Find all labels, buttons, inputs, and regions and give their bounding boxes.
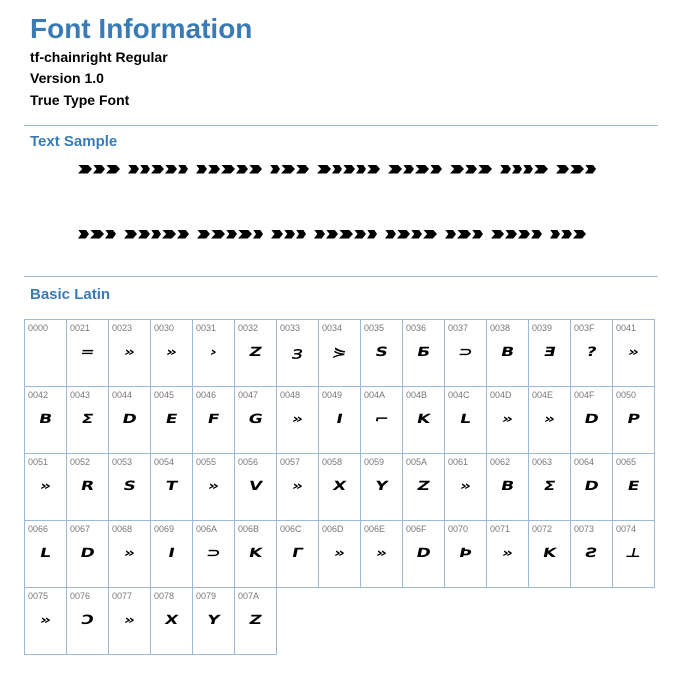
glyph-cell <box>570 453 613 521</box>
sample-glyph <box>385 230 396 239</box>
glyph-cell <box>66 319 109 387</box>
sample-glyph <box>284 230 295 239</box>
glyph-code: 0035 <box>364 323 385 333</box>
glyph-cell <box>66 386 109 454</box>
page-title: Font Information <box>30 13 253 44</box>
glyph-cell <box>360 319 403 387</box>
glyph-preview: K <box>415 411 432 427</box>
glyph-code: 0059 <box>364 457 385 467</box>
sample-glyph <box>512 165 522 174</box>
sample-glyph <box>151 230 161 239</box>
glyph-preview: S <box>121 478 138 494</box>
glyph-preview: P <box>625 411 642 427</box>
glyph-preview: E <box>626 478 641 494</box>
sample-glyph <box>263 165 269 174</box>
sample-glyph <box>430 165 442 174</box>
glyph-code: 006F <box>406 524 427 534</box>
glyph-cell <box>444 453 487 521</box>
sample-glyph <box>550 230 560 239</box>
glyph-cell <box>486 520 529 588</box>
text-sample-lowercase <box>78 225 658 243</box>
glyph-preview: Z <box>247 612 264 628</box>
sample-glyph <box>491 230 504 239</box>
glyph-code: 005A <box>406 457 428 467</box>
glyph-code: 0069 <box>154 524 175 534</box>
glyph-preview: E <box>164 411 179 427</box>
glyph-cell <box>234 453 277 521</box>
sample-glyph <box>423 230 437 239</box>
glyph-preview: S <box>373 344 390 360</box>
glyph-code: 0032 <box>238 323 259 333</box>
glyph-preview: K <box>247 545 264 561</box>
glyph-preview: D <box>582 411 601 427</box>
glyph-grid <box>24 319 654 654</box>
glyph-code: 0079 <box>196 591 217 601</box>
glyph-code: 0045 <box>154 390 175 400</box>
glyph-code: 0047 <box>238 390 259 400</box>
glyph-preview: Y <box>205 612 222 628</box>
glyph-preview: B <box>499 478 516 494</box>
sample-glyph <box>505 230 517 239</box>
sample-glyph <box>105 230 116 239</box>
glyph-cell <box>150 453 193 521</box>
glyph-preview: Þ <box>457 545 474 561</box>
glyph-preview: » <box>542 411 557 427</box>
sample-glyph <box>478 165 492 174</box>
glyph-preview: Σ <box>80 411 95 427</box>
glyph-cell <box>150 587 193 655</box>
sample-glyph <box>573 230 586 239</box>
glyph-code: 0056 <box>238 457 259 467</box>
sample-glyph <box>238 230 252 239</box>
sample-glyph <box>271 230 283 239</box>
sample-glyph <box>121 165 127 174</box>
glyph-code: 0062 <box>490 457 511 467</box>
glyph-code: 004A <box>364 390 386 400</box>
glyph-preview: ? <box>584 344 599 360</box>
glyph-cell <box>402 319 445 387</box>
glyph-cell <box>276 386 319 454</box>
glyph-code: 0021 <box>70 323 91 333</box>
font-name: tf-chainright Regular <box>30 49 168 65</box>
glyph-code: 006E <box>364 524 386 534</box>
glyph-cell <box>318 453 361 521</box>
basic-latin-heading: Basic Latin <box>30 286 111 303</box>
glyph-preview: » <box>500 411 515 427</box>
glyph-preview: » <box>374 545 389 561</box>
glyph-code: 0000 <box>28 323 49 333</box>
glyph-preview: X <box>331 478 348 494</box>
font-version: Version 1.0 <box>30 70 104 86</box>
glyph-preview: » <box>38 612 53 628</box>
sample-glyph <box>381 165 387 174</box>
sample-glyph <box>211 230 225 239</box>
sample-glyph <box>106 165 120 174</box>
glyph-code: 0041 <box>616 323 637 333</box>
glyph-preview: » <box>122 344 137 360</box>
sample-glyph <box>138 230 150 239</box>
glyph-preview: X <box>163 612 180 628</box>
glyph-cell <box>360 520 403 588</box>
glyph-preview: Ɔ <box>79 612 96 628</box>
glyph-preview: K <box>541 545 558 561</box>
glyph-preview: Γ <box>290 545 305 561</box>
sample-glyph <box>190 230 196 239</box>
glyph-code: 0076 <box>70 591 91 601</box>
glyph-preview: » <box>164 344 179 360</box>
glyph-cell <box>360 386 403 454</box>
glyph-cell <box>402 386 445 454</box>
sample-glyph <box>367 230 377 239</box>
sample-glyph <box>151 165 164 174</box>
sample-glyph <box>208 165 220 174</box>
glyph-cell <box>612 386 655 454</box>
glyph-preview: I <box>334 411 345 427</box>
glyph-cell <box>444 520 487 588</box>
glyph-preview: I <box>166 545 177 561</box>
glyph-code: 0034 <box>322 323 343 333</box>
glyph-cell <box>108 319 151 387</box>
glyph-code: 006A <box>196 524 218 534</box>
glyph-preview: Σ <box>542 478 557 494</box>
glyph-preview: ⋟ <box>330 344 349 360</box>
glyph-preview: Y <box>373 478 390 494</box>
sample-glyph <box>124 230 137 239</box>
sample-glyph <box>332 165 342 174</box>
sample-glyph <box>585 165 596 174</box>
glyph-cell <box>234 587 277 655</box>
glyph-preview: Ƃ <box>415 344 432 360</box>
text-sample-uppercase <box>78 160 658 178</box>
glyph-preview: » <box>626 344 641 360</box>
glyph-cell <box>528 386 571 454</box>
glyph-code: 0039 <box>532 323 553 333</box>
sample-glyph <box>296 230 306 239</box>
glyph-cell <box>486 319 529 387</box>
glyph-preview: T <box>164 478 179 494</box>
glyph-cell <box>24 386 67 454</box>
sample-glyph <box>314 230 325 239</box>
glyph-cell <box>66 520 109 588</box>
glyph-preview: Z <box>415 478 432 494</box>
sample-glyph <box>493 165 499 174</box>
glyph-cell <box>150 319 193 387</box>
sample-glyph <box>457 230 471 239</box>
sample-glyph <box>403 165 414 174</box>
sample-glyph <box>296 165 309 174</box>
glyph-cell <box>150 520 193 588</box>
glyph-code: 0071 <box>490 524 511 534</box>
glyph-preview: D <box>120 411 139 427</box>
glyph-cell <box>192 319 235 387</box>
glyph-cell <box>360 453 403 521</box>
sample-glyph <box>570 165 584 174</box>
glyph-cell <box>402 520 445 588</box>
sample-glyph <box>549 165 555 174</box>
glyph-code: 0037 <box>448 323 469 333</box>
sample-glyph <box>556 165 569 174</box>
sample-glyph <box>197 230 210 239</box>
glyph-cell <box>192 587 235 655</box>
sample-glyph <box>465 165 477 174</box>
glyph-preview: » <box>290 478 305 494</box>
sample-glyph <box>189 165 195 174</box>
glyph-cell <box>318 520 361 588</box>
glyph-code: 0077 <box>112 591 133 601</box>
glyph-code: 0038 <box>490 323 511 333</box>
sample-glyph <box>226 230 237 239</box>
glyph-code: 0033 <box>280 323 301 333</box>
glyph-code: 0055 <box>196 457 217 467</box>
glyph-cell <box>234 520 277 588</box>
glyph-preview: » <box>290 411 305 427</box>
glyph-code: 0023 <box>112 323 133 333</box>
glyph-cell <box>402 453 445 521</box>
glyph-preview: V <box>247 478 264 494</box>
sample-glyph <box>78 165 92 174</box>
glyph-code: 0068 <box>112 524 133 534</box>
glyph-code: 0070 <box>448 524 469 534</box>
glyph-code: 0075 <box>28 591 49 601</box>
glyph-cell <box>276 520 319 588</box>
sample-glyph <box>178 165 188 174</box>
sample-glyph <box>140 165 150 174</box>
sample-glyph <box>253 230 263 239</box>
sample-glyph <box>310 165 316 174</box>
glyph-cell <box>570 386 613 454</box>
glyph-preview: ⌐ <box>372 411 391 427</box>
glyph-code: 0065 <box>616 457 637 467</box>
sample-glyph <box>307 230 313 239</box>
glyph-preview: » <box>206 478 221 494</box>
glyph-code: 0073 <box>574 524 595 534</box>
glyph-cell <box>486 453 529 521</box>
section-divider <box>24 125 658 126</box>
glyph-code: 004F <box>574 390 595 400</box>
glyph-preview: L <box>458 411 473 427</box>
glyph-code: 0054 <box>154 457 175 467</box>
glyph-code: 0058 <box>322 457 343 467</box>
glyph-code: 0048 <box>280 390 301 400</box>
glyph-cell <box>192 453 235 521</box>
sample-glyph <box>388 165 402 174</box>
glyph-code: 0051 <box>28 457 49 467</box>
glyph-preview: ⊃ <box>204 545 223 561</box>
glyph-code: 0066 <box>28 524 49 534</box>
glyph-cell <box>234 319 277 387</box>
glyph-preview: D <box>78 545 97 561</box>
sample-glyph <box>523 165 533 174</box>
sample-text <box>78 234 79 235</box>
sample-glyph <box>378 230 384 239</box>
glyph-code: 0063 <box>532 457 553 467</box>
sample-glyph <box>354 230 366 239</box>
sample-glyph <box>518 230 530 239</box>
glyph-preview: Z <box>247 344 264 360</box>
glyph-cell <box>108 520 151 588</box>
glyph-code: 0030 <box>154 323 175 333</box>
glyph-cell <box>612 453 655 521</box>
glyph-preview: » <box>458 478 473 494</box>
glyph-cell <box>528 453 571 521</box>
glyph-code: 007A <box>238 591 260 601</box>
sample-glyph <box>317 165 331 174</box>
glyph-code: 0044 <box>112 390 133 400</box>
glyph-cell <box>108 453 151 521</box>
glyph-code: 004E <box>532 390 554 400</box>
sample-glyph <box>367 165 380 174</box>
sample-glyph <box>117 230 123 239</box>
glyph-code: 0053 <box>112 457 133 467</box>
glyph-cell <box>444 386 487 454</box>
sample-glyph <box>484 230 490 239</box>
sample-glyph <box>78 230 89 239</box>
glyph-code: 0050 <box>616 390 637 400</box>
glyph-cell <box>276 319 319 387</box>
glyph-code: 006B <box>238 524 260 534</box>
sample-glyph <box>221 165 235 174</box>
glyph-preview: » <box>38 478 53 494</box>
glyph-code: 0072 <box>532 524 553 534</box>
glyph-preview: » <box>500 545 515 561</box>
glyph-preview: » <box>122 612 137 628</box>
glyph-code: 003F <box>574 323 595 333</box>
glyph-code: 0074 <box>616 524 637 534</box>
glyph-code: 004D <box>490 390 512 400</box>
sample-glyph <box>339 230 353 239</box>
sample-glyph <box>343 165 355 174</box>
sample-glyph <box>531 230 542 239</box>
glyph-code: 0052 <box>70 457 91 467</box>
sample-glyph <box>534 165 548 174</box>
glyph-preview: R <box>79 478 96 494</box>
glyph-cell <box>108 386 151 454</box>
glyph-preview: D <box>582 478 601 494</box>
sample-glyph <box>249 165 262 174</box>
sample-glyph <box>196 165 207 174</box>
glyph-code: 004C <box>448 390 470 400</box>
sample-glyph <box>165 165 177 174</box>
glyph-code: 0046 <box>196 390 217 400</box>
glyph-preview: Ɜ <box>290 347 304 363</box>
glyph-cell <box>444 319 487 387</box>
glyph-preview: ⊃ <box>456 344 475 360</box>
sample-glyph <box>128 165 139 174</box>
sample-glyph <box>93 165 105 174</box>
sample-glyph <box>177 230 189 239</box>
sample-glyph <box>356 165 366 174</box>
glyph-preview: » <box>122 545 137 561</box>
glyph-cell <box>570 319 613 387</box>
glyph-cell <box>318 319 361 387</box>
glyph-cell <box>24 587 67 655</box>
sample-glyph <box>543 230 549 239</box>
glyph-preview: B <box>499 344 516 360</box>
sample-glyph <box>472 230 483 239</box>
glyph-cell <box>528 520 571 588</box>
glyph-preview: B <box>37 411 54 427</box>
glyph-preview: G <box>246 411 265 427</box>
glyph-cell <box>108 587 151 655</box>
sample-glyph <box>326 230 338 239</box>
glyph-code: 0049 <box>322 390 343 400</box>
glyph-cell <box>66 453 109 521</box>
glyph-preview: Ƨ <box>583 545 600 561</box>
section-divider <box>24 276 658 277</box>
sample-glyph <box>236 165 248 174</box>
glyph-cell <box>486 386 529 454</box>
sample-glyph <box>411 230 422 239</box>
glyph-code: 004B <box>406 390 428 400</box>
glyph-preview: ⊥ <box>624 545 643 561</box>
glyph-cell <box>528 319 571 387</box>
glyph-cell <box>66 587 109 655</box>
sample-glyph <box>264 230 270 239</box>
sample-text <box>78 169 79 170</box>
glyph-cell <box>318 386 361 454</box>
glyph-code: 0031 <box>196 323 217 333</box>
sample-glyph <box>415 165 429 174</box>
sample-glyph <box>270 165 280 174</box>
glyph-cell <box>192 520 235 588</box>
sample-glyph <box>281 165 295 174</box>
sample-glyph <box>500 165 511 174</box>
glyph-cell <box>612 520 655 588</box>
sample-glyph <box>561 230 572 239</box>
glyph-code: 006C <box>280 524 302 534</box>
sample-glyph <box>397 230 410 239</box>
sample-glyph <box>438 230 444 239</box>
text-sample-heading: Text Sample <box>30 133 118 150</box>
glyph-cell <box>192 386 235 454</box>
sample-glyph <box>450 165 464 174</box>
glyph-preview: = <box>78 344 97 360</box>
glyph-code: 006D <box>322 524 344 534</box>
glyph-cell <box>24 319 67 387</box>
sample-glyph <box>162 230 176 239</box>
glyph-code: 0042 <box>28 390 49 400</box>
glyph-code: 0061 <box>448 457 469 467</box>
glyph-cell <box>570 520 613 588</box>
glyph-code: 0043 <box>70 390 91 400</box>
glyph-preview: Ǝ <box>542 344 557 360</box>
sample-glyph <box>445 230 456 239</box>
glyph-code: 0067 <box>70 524 91 534</box>
glyph-code: 0064 <box>574 457 595 467</box>
glyph-code: 0078 <box>154 591 175 601</box>
glyph-cell <box>276 453 319 521</box>
sample-glyph <box>443 165 449 174</box>
sample-glyph <box>90 230 104 239</box>
glyph-preview: » <box>332 545 347 561</box>
glyph-preview: › <box>208 344 219 360</box>
glyph-cell <box>24 453 67 521</box>
glyph-preview: F <box>206 411 221 427</box>
glyph-cell <box>234 386 277 454</box>
glyph-preview: D <box>414 545 433 561</box>
font-type: True Type Font <box>30 92 130 108</box>
glyph-preview: L <box>38 545 53 561</box>
glyph-cell <box>150 386 193 454</box>
glyph-code: 0036 <box>406 323 427 333</box>
glyph-code: 0057 <box>280 457 301 467</box>
glyph-cell <box>612 319 655 387</box>
glyph-cell <box>24 520 67 588</box>
